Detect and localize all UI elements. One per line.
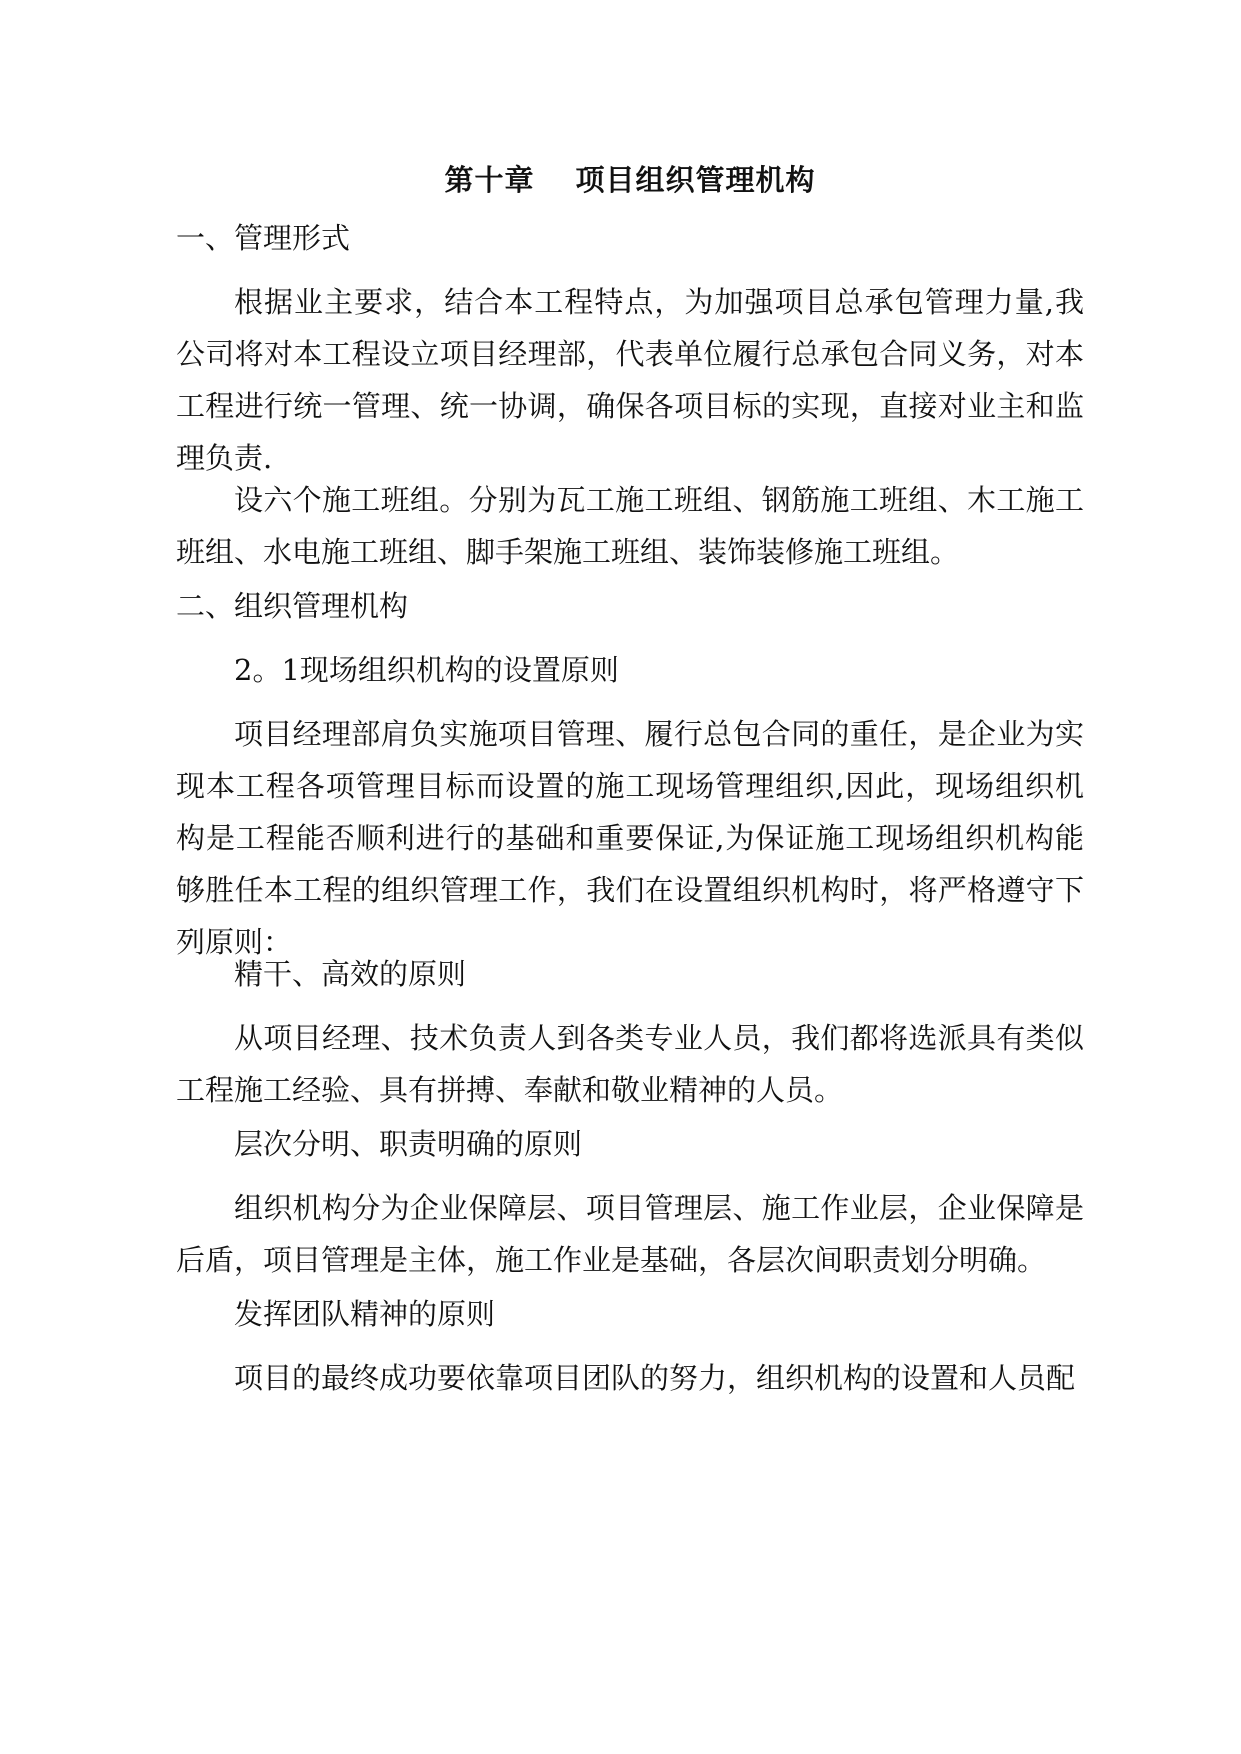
chapter-title: 第十章 项目组织管理机构 (444, 163, 816, 197)
paragraph-principles-intro: 项目经理部肩负实施项目管理、履行总包合同的重任，是企业为实现本工程各项管理目标而设置的施工现场管理组织,因此，现场组织机构是工程能否顺利进行的基础和重要保证,为保证施工现场组织机构能够胜任本工程的组织管理工作，我们在设置组织机构时，将严格遵守下列原则： (176, 717, 1084, 959)
section-heading-management-form: 一、管理形式 (176, 221, 351, 255)
document-page (176, 0, 1084, 1754)
principle-title-efficient: 精干、高效的原则 (234, 957, 467, 991)
paragraph-management-form: 根据业主要求，结合本工程特点，为加强项目总承包管理力量,我公司将对本工程设立项目经理部，代表单位履行总承包合同义务，对本工程进行统一管理、统一协调，确保各项目标的实现，直接对业主和监理负责. (176, 285, 1084, 475)
section-heading-organization: 二、组织管理机构 (176, 589, 409, 623)
paragraph-work-teams: 设六个施工班组。分别为瓦工施工班组、钢筋施工班组、木工施工班组、水电施工班组、脚手架施工班组、装饰装修施工班组。 (176, 483, 1084, 569)
subsection-heading-principles: 2。1现场组织机构的设置原则 (234, 653, 619, 687)
principle-text-hierarchy: 组织机构分为企业保障层、项目管理层、施工作业层，企业保障是后盾，项目管理是主体，施工作业是基础，各层次间职责划分明确。 (176, 1191, 1084, 1277)
principle-text-teamwork: 项目的最终成功要依靠项目团队的努力，组织机构的设置和人员配 (234, 1361, 1076, 1395)
principle-title-hierarchy: 层次分明、职责明确的原则 (234, 1127, 583, 1161)
principle-text-efficient: 从项目经理、技术负责人到各类专业人员，我们都将选派具有类似工程施工经验、具有拼搏、奉献和敬业精神的人员。 (176, 1021, 1084, 1107)
principle-title-teamwork: 发挥团队精神的原则 (234, 1297, 496, 1331)
